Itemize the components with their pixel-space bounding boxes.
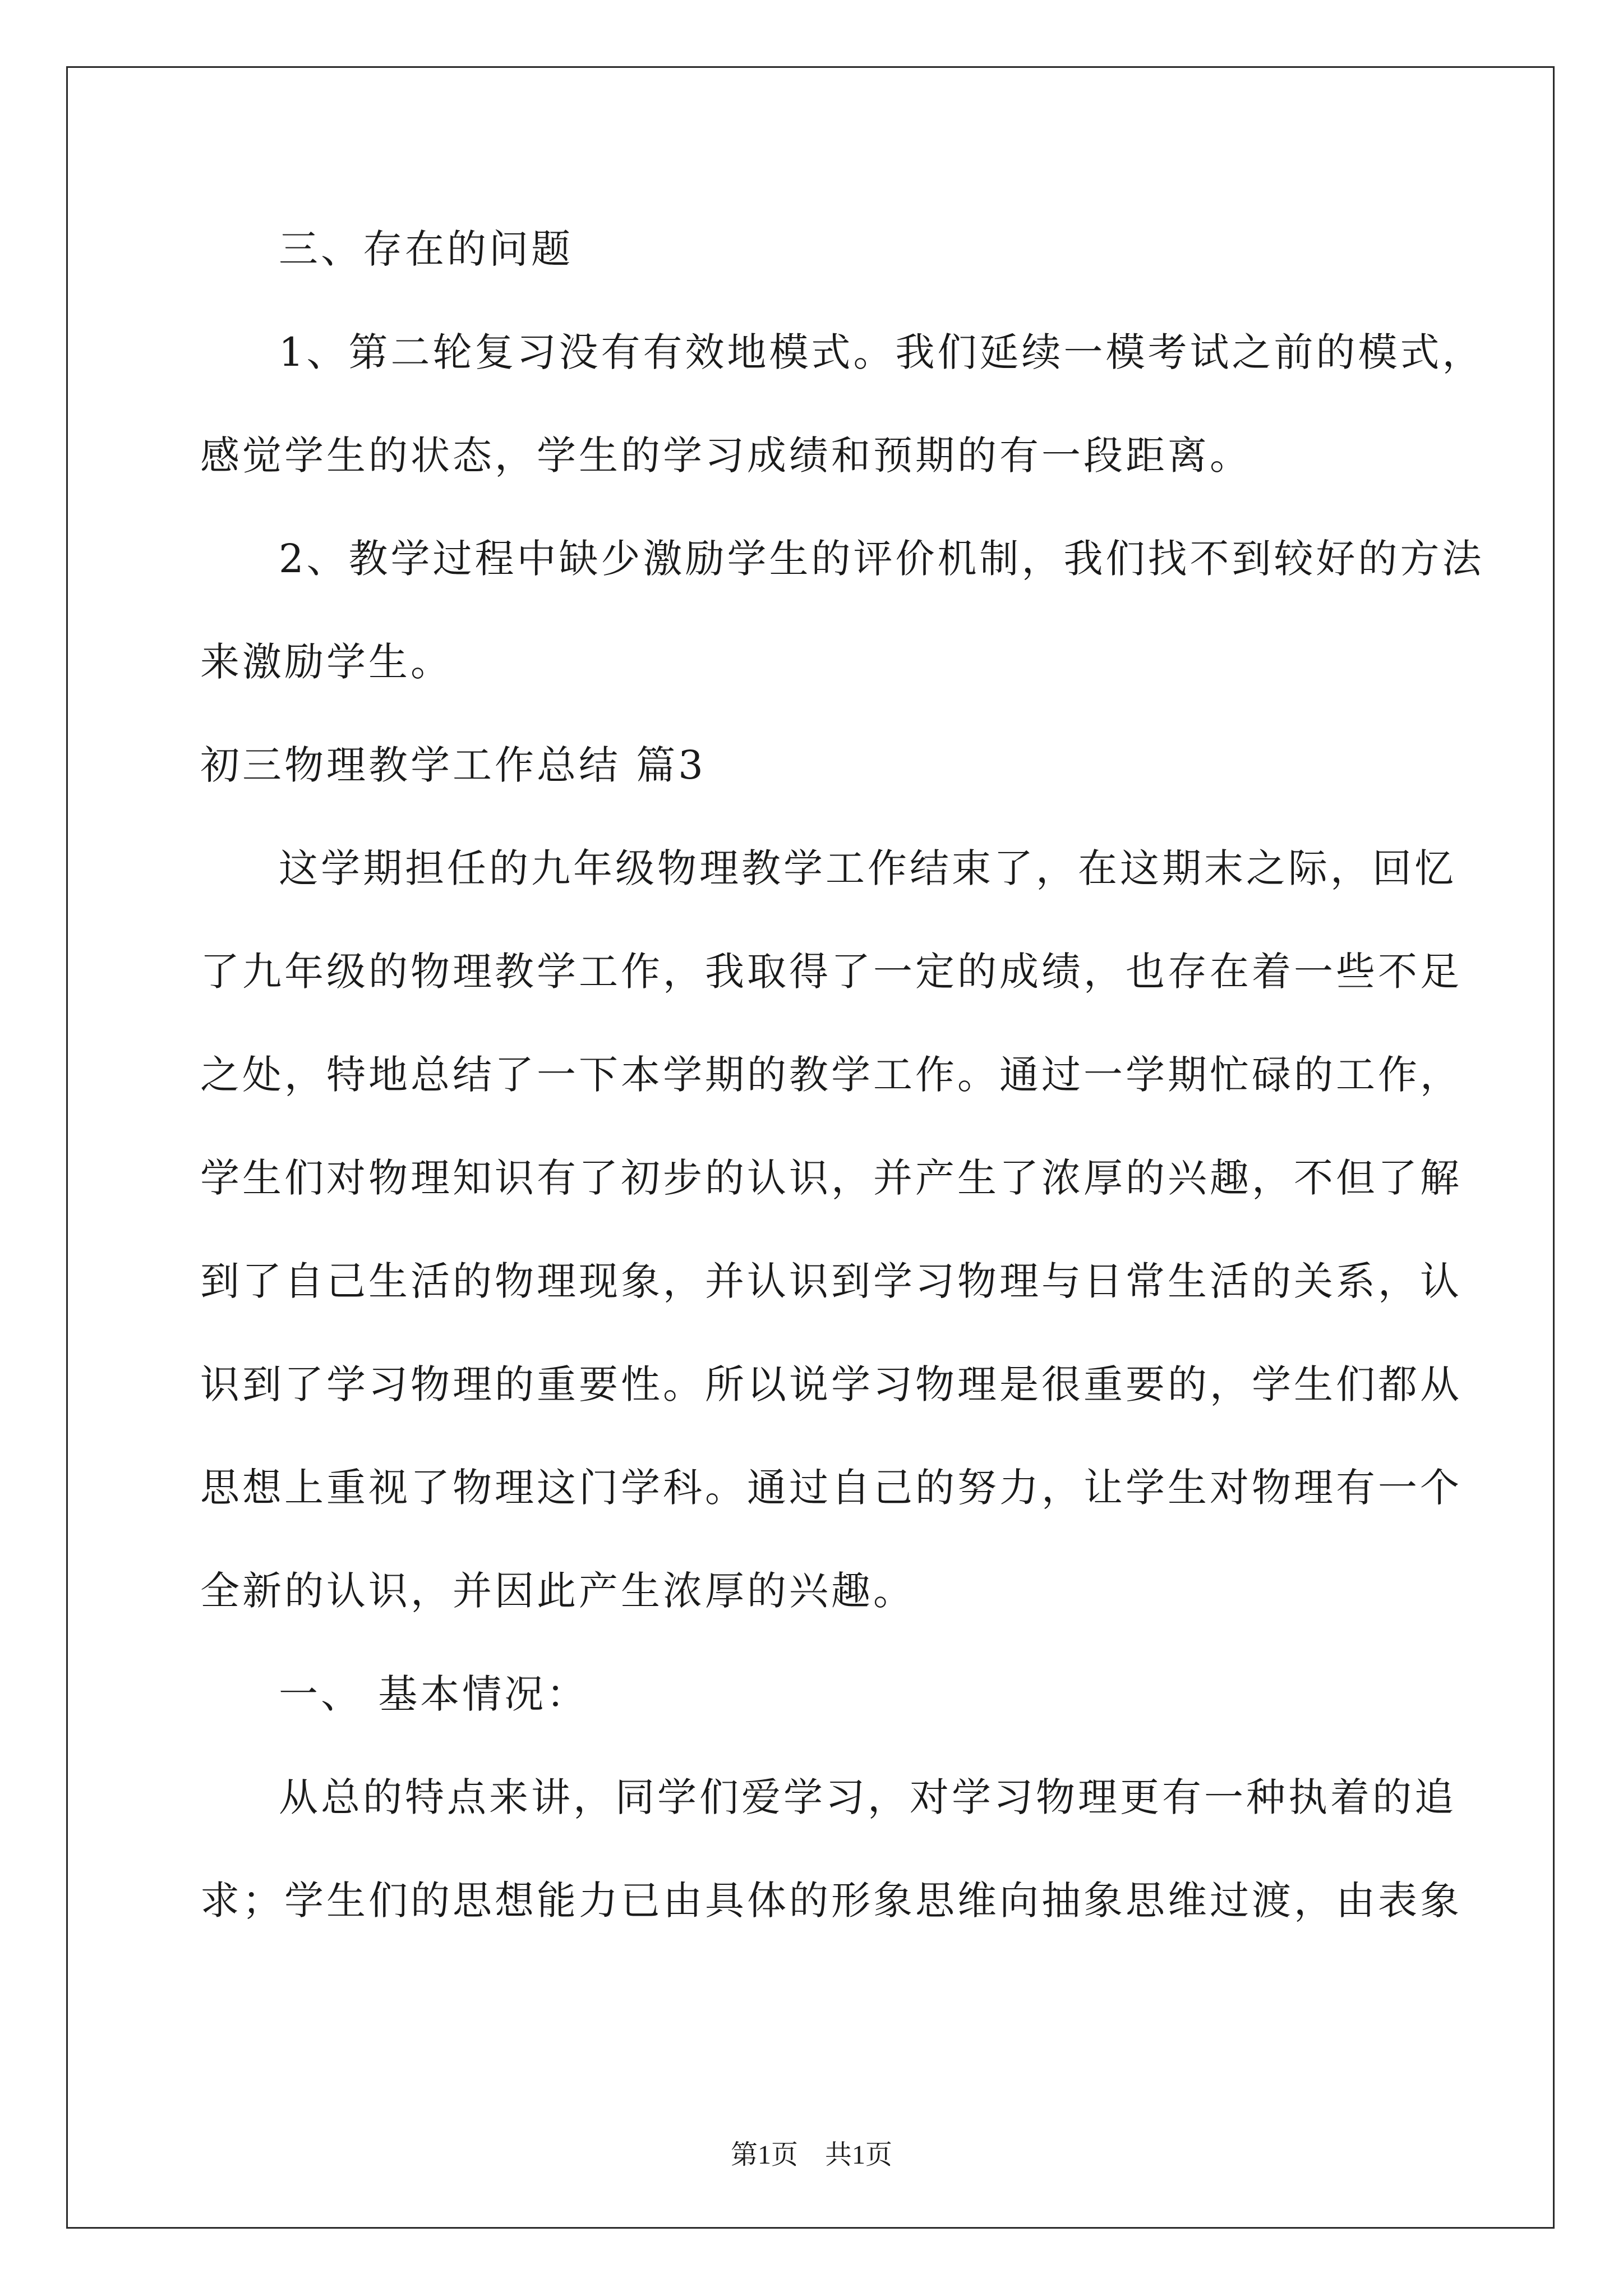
paragraph-line: 求；学生们的思想能力已由具体的形象思维向抽象思维过渡，由表象 bbox=[200, 1878, 1462, 1924]
paragraph-line: 1、第二轮复习没有有效地模式。我们延续一模考试之前的模式， bbox=[279, 329, 1484, 375]
paragraph-line: 到了自己生活的物理现象，并认识到学习物理与日常生活的关系，认 bbox=[200, 1258, 1462, 1304]
paragraph-line: 了九年级的物理教学工作，我取得了一定的成绩，也存在着一些不足 bbox=[200, 949, 1462, 995]
paragraph-line: 之处，特地总结了一下本学期的教学工作。通过一学期忙碌的工作， bbox=[200, 1052, 1462, 1098]
section-heading-problems: 三、存在的问题 bbox=[279, 226, 573, 272]
paragraph-line: 从总的特点来讲，同学们爱学习，对学习物理更有一种执着的追 bbox=[279, 1774, 1456, 1820]
paragraph-line: 感觉学生的状态，学生的学习成绩和预期的有一段距离。 bbox=[200, 432, 1252, 478]
paragraph-line: 思想上重视了物理这门学科。通过自己的努力，让学生对物理有一个 bbox=[200, 1465, 1462, 1511]
paragraph-line: 全新的认识，并因此产生浓厚的兴趣。 bbox=[200, 1568, 915, 1614]
paragraph-line: 2、教学过程中缺少激励学生的评价机制，我们找不到较好的方法 bbox=[279, 536, 1484, 582]
paragraph-line: 这学期担任的九年级物理教学工作结束了，在这期末之际，回忆 bbox=[279, 845, 1456, 891]
paragraph-line: 来激励学生。 bbox=[200, 639, 453, 685]
paragraph-line: 识到了学习物理的重要性。所以说学习物理是很重要的，学生们都从 bbox=[200, 1361, 1462, 1407]
page-footer: 第1页 共1页 bbox=[730, 2140, 892, 2170]
paragraph-line: 学生们对物理知识有了初步的认识，并产生了浓厚的兴趣，不但了解 bbox=[200, 1155, 1462, 1201]
document-body bbox=[200, 197, 1484, 1952]
article-title: 初三物理教学工作总结 篇3 bbox=[200, 742, 706, 788]
section-heading-basic-situation: 一、 基本情况： bbox=[279, 1671, 589, 1717]
